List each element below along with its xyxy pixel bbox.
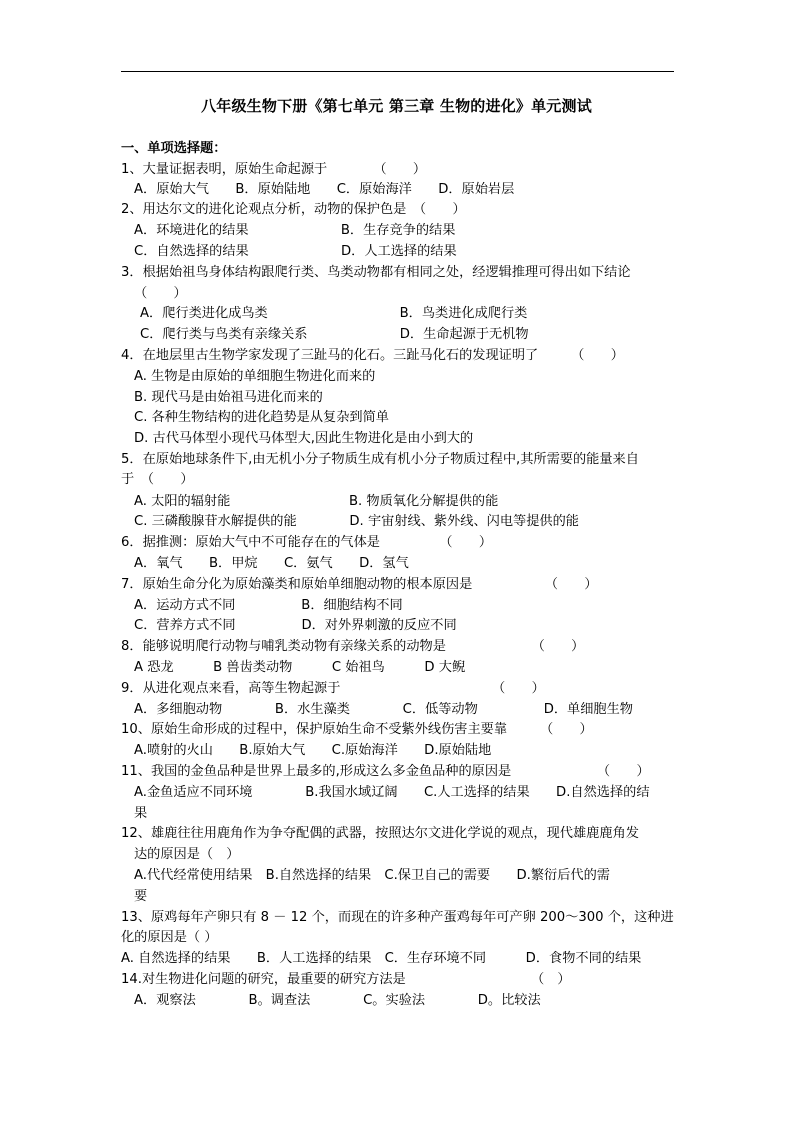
q7-options-cd: C．营养方式不同 D．对外界刺激的反应不同 [134, 618, 457, 633]
question-13: 13、原鸡每年产卵只有 8 － 12 个，而现在的许多种产蛋鸡每年可产卵 200～300 个，这种进 [121, 910, 674, 925]
q2-options-cd: C．自然选择的结果 D．人工选择的结果 [134, 244, 457, 259]
q4-option-b: B. 现代马是由始祖马进化而来的 [134, 390, 323, 405]
question-2: 2、用达尔文的进化论观点分析，动物的保护色是 （ ） [121, 202, 466, 217]
q5-options-cd: C. 三磷酸腺苷水解提供的能 D. 宇宙射线、紫外线、闪电等提供的能 [134, 514, 579, 529]
q5-options-ab: A. 太阳的辐射能 B. 物质氧化分解提供的能 [134, 494, 499, 509]
header-rule [121, 71, 674, 72]
page-title: 八年级生物下册《第七单元 第三章 生物的进化》单元测试 [201, 97, 592, 115]
q10-options: A.喷射的火山 B.原始大气 C.原始海洋 D.原始陆地 [134, 743, 492, 758]
q11-options-cont: 果 [134, 806, 148, 821]
q9-options: A．多细胞动物 B．水生藻类 C．低等动物 D．单细胞生物 [134, 702, 633, 717]
question-10: 10、原始生命形成的过程中，保护原始生命不受紫外线伤害主要靠 （ ） [121, 722, 593, 737]
question-8: 8．能够说明爬行动物与哺乳类动物有亲缘关系的动物是 （ ） [121, 639, 585, 654]
question-7: 7．原始生命分化为原始藻类和原始单细胞动物的根本原因是 （ ） [121, 577, 598, 592]
question-12: 12、雄鹿往往用鹿角作为争夺配偶的武器，按照达尔文进化学说的观点，现代雄鹿鹿角发 [121, 826, 639, 841]
q6-options: A．氧气 B．甲烷 C．氨气 D．氢气 [134, 556, 409, 571]
q13-options: A. 自然选择的结果 B．人工选择的结果 C．生存环境不同 D．食物不同的结果 [121, 951, 642, 966]
question-14: 14.对生物进化问题的研究，最重要的研究方法是 （ ） [121, 972, 571, 987]
q1-options: A．原始大气 B．原始陆地 C．原始海洋 D．原始岩层 [134, 182, 515, 197]
question-4: 4．在地层里古生物学家发现了三趾马的化石。三趾马化石的发现证明了 （ ） [121, 348, 624, 363]
question-5: 5．在原始地球条件下,由无机小分子物质生成有机小分子物质过程中,其所需要的能量来自 [121, 452, 639, 467]
q12-options-cont: 要 [134, 889, 148, 904]
question-3: 3．根据始祖鸟身体结构跟爬行类、鸟类动物都有相同之处，经逻辑推理可得出如下结论 [121, 265, 631, 280]
q2-options-ab: A．环境进化的结果 B．生存竞争的结果 [134, 223, 456, 238]
q3-options-cd: C．爬行类与鸟类有亲缘关系 D．生命起源于无机物 [140, 327, 529, 342]
q8-options: A 恐龙 B 兽齿类动物 C 始祖鸟 D 大鲵 [134, 660, 466, 675]
question-3-cont: （ ） [134, 286, 187, 301]
q7-options-ab: A．运动方式不同 B．细胞结构不同 [134, 598, 403, 613]
question-6: 6．据推测：原始大气中不可能存在的气体是 （ ） [121, 535, 493, 550]
question-13-cont: 化的原因是（ ） [121, 930, 218, 945]
q4-option-c: C. 各种生物结构的进化趋势是从复杂到简单 [134, 410, 389, 425]
section-heading: 一、单项选择题： [121, 141, 227, 156]
q3-options-ab: A．爬行类进化成鸟类 B．鸟类进化成爬行类 [140, 306, 528, 321]
question-5-cont: 于 （ ） [121, 472, 194, 487]
q4-option-d: D. 古代马体型小现代马体型大,因此生物进化是由小到大的 [134, 431, 474, 446]
q4-option-a: A. 生物是由原始的单细胞生物进化而来的 [134, 369, 376, 384]
q11-options: A.金鱼适应不同环境 B.我国水域辽阔 C.人工选择的结果 D.自然选择的结 [134, 785, 650, 800]
question-12-cont: 达的原因是（ ） [134, 847, 240, 862]
q12-options: A.代代经常使用结果 B.自然选择的结果 C.保卫自己的需要 D.繁衍后代的需 [134, 868, 610, 883]
question-11: 11、我国的金鱼品种是世界上最多的,形成这么多金鱼品种的原因是 （ ） [121, 764, 650, 779]
q14-options: A．观察法 B。调查法 C。实验法 D。比较法 [134, 993, 541, 1008]
question-9: 9．从进化观点来看，高等生物起源于 （ ） [121, 681, 545, 696]
question-1: 1、大量证据表明，原始生命起源于 （ ） [121, 162, 427, 177]
